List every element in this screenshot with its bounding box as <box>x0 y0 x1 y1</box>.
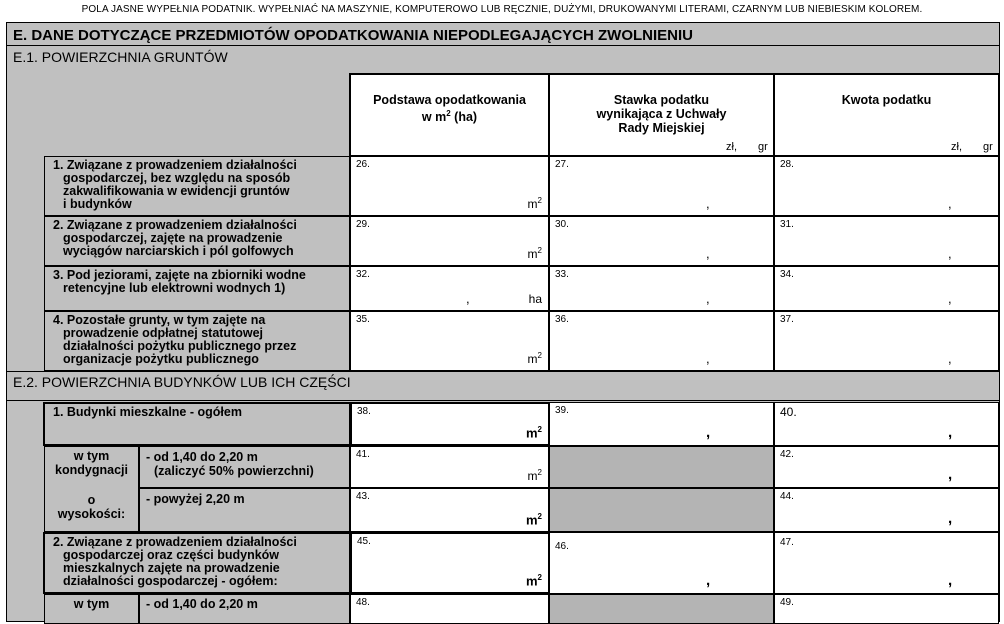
field-37[interactable]: 37. , <box>774 311 999 371</box>
field-44[interactable]: 44. , <box>774 488 999 532</box>
header-base-line1: Podstawa opodatkowania <box>373 93 526 107</box>
header-rate <box>548 73 775 157</box>
field-40[interactable]: 40. , <box>774 402 999 446</box>
field-36[interactable]: 36. , <box>549 311 774 371</box>
disabled-cell-rate-1 <box>549 446 774 488</box>
field-33[interactable]: 33. , <box>549 266 774 311</box>
field-28[interactable]: 28. , <box>774 156 999 216</box>
header-amount-gr: gr <box>983 141 993 153</box>
field-46[interactable]: 46. , <box>549 532 774 594</box>
storey-height-label-2: w tym <box>44 594 139 624</box>
header-rate-line2: wynikająca z Uchwały <box>596 107 727 121</box>
land-row-4-label: 4. Pozostałe grunty, w tym zajęte na prowadzenie odpłatnej statutowej działalności pożytku publicznego przez organizacje pożytku publicznego <box>44 311 350 371</box>
field-29[interactable]: 29. $m^2$ <box>350 216 549 266</box>
field-35[interactable]: 35. $m^2$ <box>350 311 549 371</box>
section-e1-title: E.1. POWIERZCHNIA GRUNTÓW <box>7 47 999 67</box>
disabled-cell-rate-2 <box>549 488 774 532</box>
field-32[interactable]: 32. , ha <box>350 266 549 311</box>
field-45[interactable]: 45. $m^2$ <box>350 532 550 594</box>
header-rate-zl: zł, <box>726 141 737 153</box>
header-rate-line1: Stawka podatku <box>613 93 710 107</box>
field-39[interactable]: 39. , <box>549 402 774 446</box>
field-26[interactable]: 26. $m^2$ <box>350 156 549 216</box>
disabled-cell-rate-3 <box>549 594 774 624</box>
field-49[interactable]: 49. <box>774 594 999 624</box>
field-38[interactable]: 38. $m^2$ <box>350 402 550 446</box>
storey-height-label: w tym kondygnacji o wysokości: <box>44 446 139 532</box>
building-row-2-label: 2. Związane z prowadzeniem działalności gospodarczej oraz części budynków mieszkalnych zajęte na prowadzenie działalności gospodarczej - ogółem: <box>43 532 351 594</box>
field-27[interactable]: 27. , <box>549 156 774 216</box>
field-34[interactable]: 34. , <box>774 266 999 311</box>
header-base <box>349 73 550 157</box>
building-row-1-label: 1. Budynki mieszkalne - ogółem <box>43 402 351 446</box>
header-rate-gr: gr <box>758 141 768 153</box>
field-41[interactable]: 41. $m^2$ <box>350 446 549 488</box>
land-row-1-label: 1. Związane z prowadzeniem działalności gospodarczej, bez względu na sposób zakwalifikowania w ewidencji gruntów i budynków <box>44 156 350 216</box>
field-47[interactable]: 47. , <box>774 532 999 594</box>
header-amount <box>773 73 1000 157</box>
sub-row-140-220-label-2: - od 1,40 do 2,20 m <box>139 594 350 624</box>
header-base-line2: w $m^2$ (ha) <box>421 109 478 125</box>
section-e2-title: E.2. POWIERZCHNIA BUDYNKÓW LUB ICH CZĘŚCI <box>6 371 1000 401</box>
land-row-3-label: 3. Pod jeziorami, zajęte na zbiorniki wodne retencyjne lub elektrowni wodnych 1) <box>44 266 350 311</box>
field-31[interactable]: 31. , <box>774 216 999 266</box>
sub-row-140-220-label: - od 1,40 do 2,20 m (zaliczyć 50% powierzchni) <box>139 446 350 488</box>
header-amount-label: Kwota podatku <box>841 93 932 107</box>
sub-row-above-220-label: - powyżej 2,20 m <box>139 488 350 532</box>
instruction-note: POLA JASNE WYPEŁNIA PODATNIK. WYPEŁNIAĆ NA MASZYNIE, KOMPUTEROWO LUB RĘCZNIE, DUŻYMI, DRUKOWANYMI LITERAMI, CZARNYM LUB NIEBIESKIM KOLOREM. <box>81 4 923 15</box>
header-rate-line3: Rady Miejskiej <box>618 121 705 135</box>
header-amount-zl: zł, <box>951 141 962 153</box>
land-row-2-label: 2. Związane z prowadzeniem działalności gospodarczej, zajęte na prowadzenie wyciągów narciarskich i pól golfowych <box>44 216 350 266</box>
field-43[interactable]: 43. $m^2$ <box>350 488 549 532</box>
field-30[interactable]: 30. , <box>549 216 774 266</box>
section-e-title: E. DANE DOTYCZĄCE PRZEDMIOTÓW OPODATKOWANIA NIEPODLEGAJĄCYCH ZWOLNIENIU <box>6 22 1000 46</box>
field-48[interactable]: 48. <box>350 594 549 624</box>
field-42[interactable]: 42. , <box>774 446 999 488</box>
